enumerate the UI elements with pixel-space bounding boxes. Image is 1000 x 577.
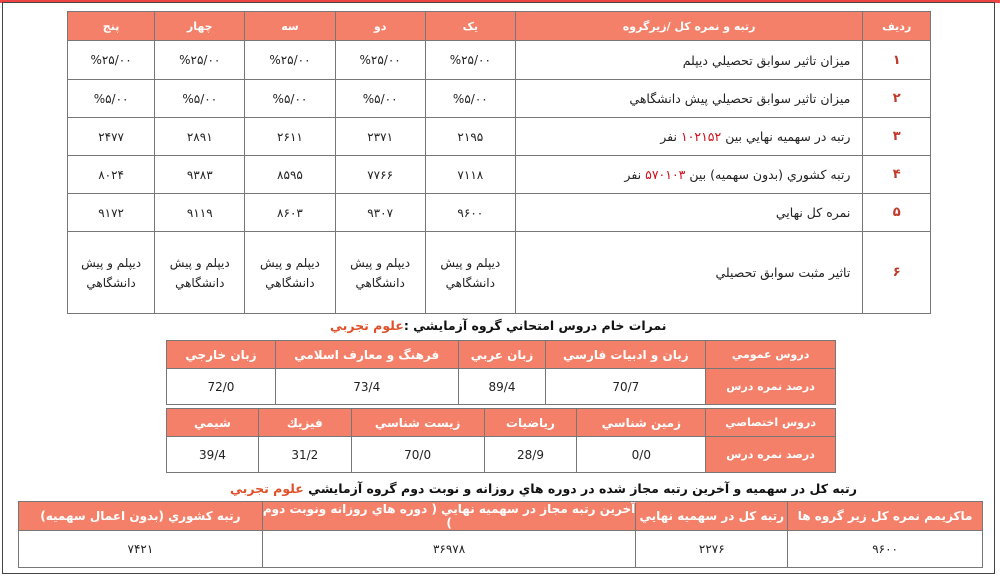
table-row	[68, 156, 931, 194]
cell: %۵/۰۰	[335, 80, 425, 118]
header-group-4: چهار	[155, 12, 245, 41]
row-number: ۶	[863, 232, 931, 314]
row-number: ۲	[863, 80, 931, 118]
cell: ۸۰۲۴	[68, 156, 155, 194]
row-label	[515, 118, 862, 156]
cell: ۹۳۸۳	[155, 156, 245, 194]
row-label: میزان تاثیر سوابق تحصیلي ديپلم	[515, 41, 862, 80]
raw-scores-caption	[330, 318, 666, 333]
general-courses-label: دروس عمومي	[706, 341, 836, 369]
cell: %۲۵/۰۰	[245, 41, 335, 80]
candidate-count: ۵۷۰۱۰۳	[645, 167, 686, 182]
header-group-2: دو	[335, 12, 425, 41]
subject-header: زيست شناسي	[351, 409, 484, 437]
final-ranks-table	[18, 501, 983, 568]
results-table	[67, 11, 931, 314]
subject-header: فرهنگ و معارف اسلامي	[275, 341, 458, 369]
header-group-3: سه	[245, 12, 335, 41]
last-allowed-rank-value: ۳۶۹۷۸	[262, 531, 636, 568]
row-label-suffix: نفر	[660, 129, 681, 144]
cell: ۲۴۷۷	[68, 118, 155, 156]
cell: ديپلم و پيش دانشگاهي	[425, 232, 515, 314]
cell: ۷۱۱۸	[425, 156, 515, 194]
caption-highlight: علوم تجربي	[330, 318, 404, 333]
row-label: تاثير مثبت سوابق تحصيلي	[515, 232, 862, 314]
specialized-courses-table	[166, 408, 836, 473]
header-group-5: پنج	[68, 12, 155, 41]
cell: ۲۱۹۵	[425, 118, 515, 156]
subject-header: زمين شناسي	[577, 409, 706, 437]
row-label-suffix: نفر	[624, 167, 646, 182]
caption-text: رتبه کل در سهميه و آخرين رتبه مجاز شده در دوره هاي روزانه و نوبت دوم گروه آزمايشي	[308, 481, 857, 496]
cell: %۲۵/۰۰	[425, 41, 515, 80]
cell: ۲۸۹۱	[155, 118, 245, 156]
header-row-num: ردیف	[863, 12, 931, 41]
cell: ۲۳۷۱	[335, 118, 425, 156]
cell: %۵/۰۰	[425, 80, 515, 118]
caption-highlight: علوم تجربي	[230, 481, 304, 496]
cell: %۲۵/۰۰	[335, 41, 425, 80]
header-quota-rank: رتبه کل در سهميه نهايي	[636, 502, 788, 531]
row-number: ۳	[863, 118, 931, 156]
cell: ديپلم و پيش دانشگاهي	[245, 232, 335, 314]
cell: %۲۵/۰۰	[155, 41, 245, 80]
score-cell: 70/7	[546, 369, 706, 405]
row-label: میزان تاثير سوابق تحصيلي پيش دانشگاهي	[515, 80, 862, 118]
row-number: ۵	[863, 194, 931, 232]
cell: ۹۶۰۰	[425, 194, 515, 232]
final-ranks-caption	[230, 481, 857, 496]
row-number: ۱	[863, 41, 931, 80]
subject-header: فيزيك	[258, 409, 351, 437]
national-rank-value: ۷۴۲۱	[19, 531, 263, 568]
cell: ديپلم و پيش دانشگاهي	[68, 232, 155, 314]
table-row	[68, 232, 931, 314]
cell: %۲۵/۰۰	[68, 41, 155, 80]
score-cell: 31/2	[258, 437, 351, 473]
header-max-score: ماکزيمم نمره کل زير گروه ها	[788, 502, 983, 531]
subject-header: زبان عربي	[458, 341, 546, 369]
row-label-text: رتبه کشوري (بدون سهميه) بين	[685, 167, 851, 182]
general-courses-table	[166, 340, 836, 405]
subject-header: زبان خارجي	[167, 341, 276, 369]
header-last-allowed-rank: آخرين رتبه مجاز در سهميه نهايي ( دوره هاي روزانه ونوبت دوم )	[262, 502, 636, 530]
score-cell: 89/4	[458, 369, 546, 405]
subject-header: شيمي	[167, 409, 259, 437]
score-cell: 73/4	[275, 369, 458, 405]
cell: ديپلم و پيش دانشگاهي	[335, 232, 425, 314]
header-criterion: رتبه و نمره کل /زیرگروه	[515, 12, 862, 41]
subject-header: رياضيات	[484, 409, 577, 437]
cell: ۸۶۰۳	[245, 194, 335, 232]
table-row	[68, 194, 931, 232]
table-row	[68, 80, 931, 118]
header-national-rank: رتبه کشوري (بدون اعمال سهميه)	[19, 502, 263, 531]
cell: ۹۳۰۷	[335, 194, 425, 232]
score-cell: 72/0	[167, 369, 276, 405]
quota-rank-value: ۲۲۷۶	[636, 531, 788, 568]
header-group-1: یک	[425, 12, 515, 41]
cell: ۲۶۱۱	[245, 118, 335, 156]
cell: %۵/۰۰	[68, 80, 155, 118]
cell: ۹۱۷۲	[68, 194, 155, 232]
cell: %۵/۰۰	[245, 80, 335, 118]
cell: ديپلم و پيش دانشگاهي	[155, 232, 245, 314]
score-percent-label: درصد نمره درس	[706, 437, 836, 473]
cell: ۷۷۶۶	[335, 156, 425, 194]
caption-text: نمرات خام دروس امتحاني گروه آزمايشي :	[403, 318, 667, 333]
row-label: نمره کل نهايي	[515, 194, 862, 232]
cell: %۵/۰۰	[155, 80, 245, 118]
row-label-text: رتبه در سهميه نهايي بين	[721, 129, 851, 144]
table-row	[68, 41, 931, 80]
cell: ۹۱۱۹	[155, 194, 245, 232]
row-label	[515, 156, 862, 194]
score-cell: 39/4	[167, 437, 259, 473]
table-row	[68, 118, 931, 156]
row-number: ۴	[863, 156, 931, 194]
specialized-courses-label: دروس اختصاصي	[706, 409, 836, 437]
score-cell: 28/9	[484, 437, 577, 473]
score-cell: 70/0	[351, 437, 484, 473]
candidate-count: ۱۰۲۱۵۲	[680, 129, 722, 144]
max-score-value: ۹۶۰۰	[788, 531, 983, 568]
score-percent-label: درصد نمره درس	[706, 369, 836, 405]
cell: ۸۵۹۵	[245, 156, 335, 194]
score-cell: 0/0	[577, 437, 706, 473]
subject-header: زبان و ادبيات فارسي	[546, 341, 706, 369]
